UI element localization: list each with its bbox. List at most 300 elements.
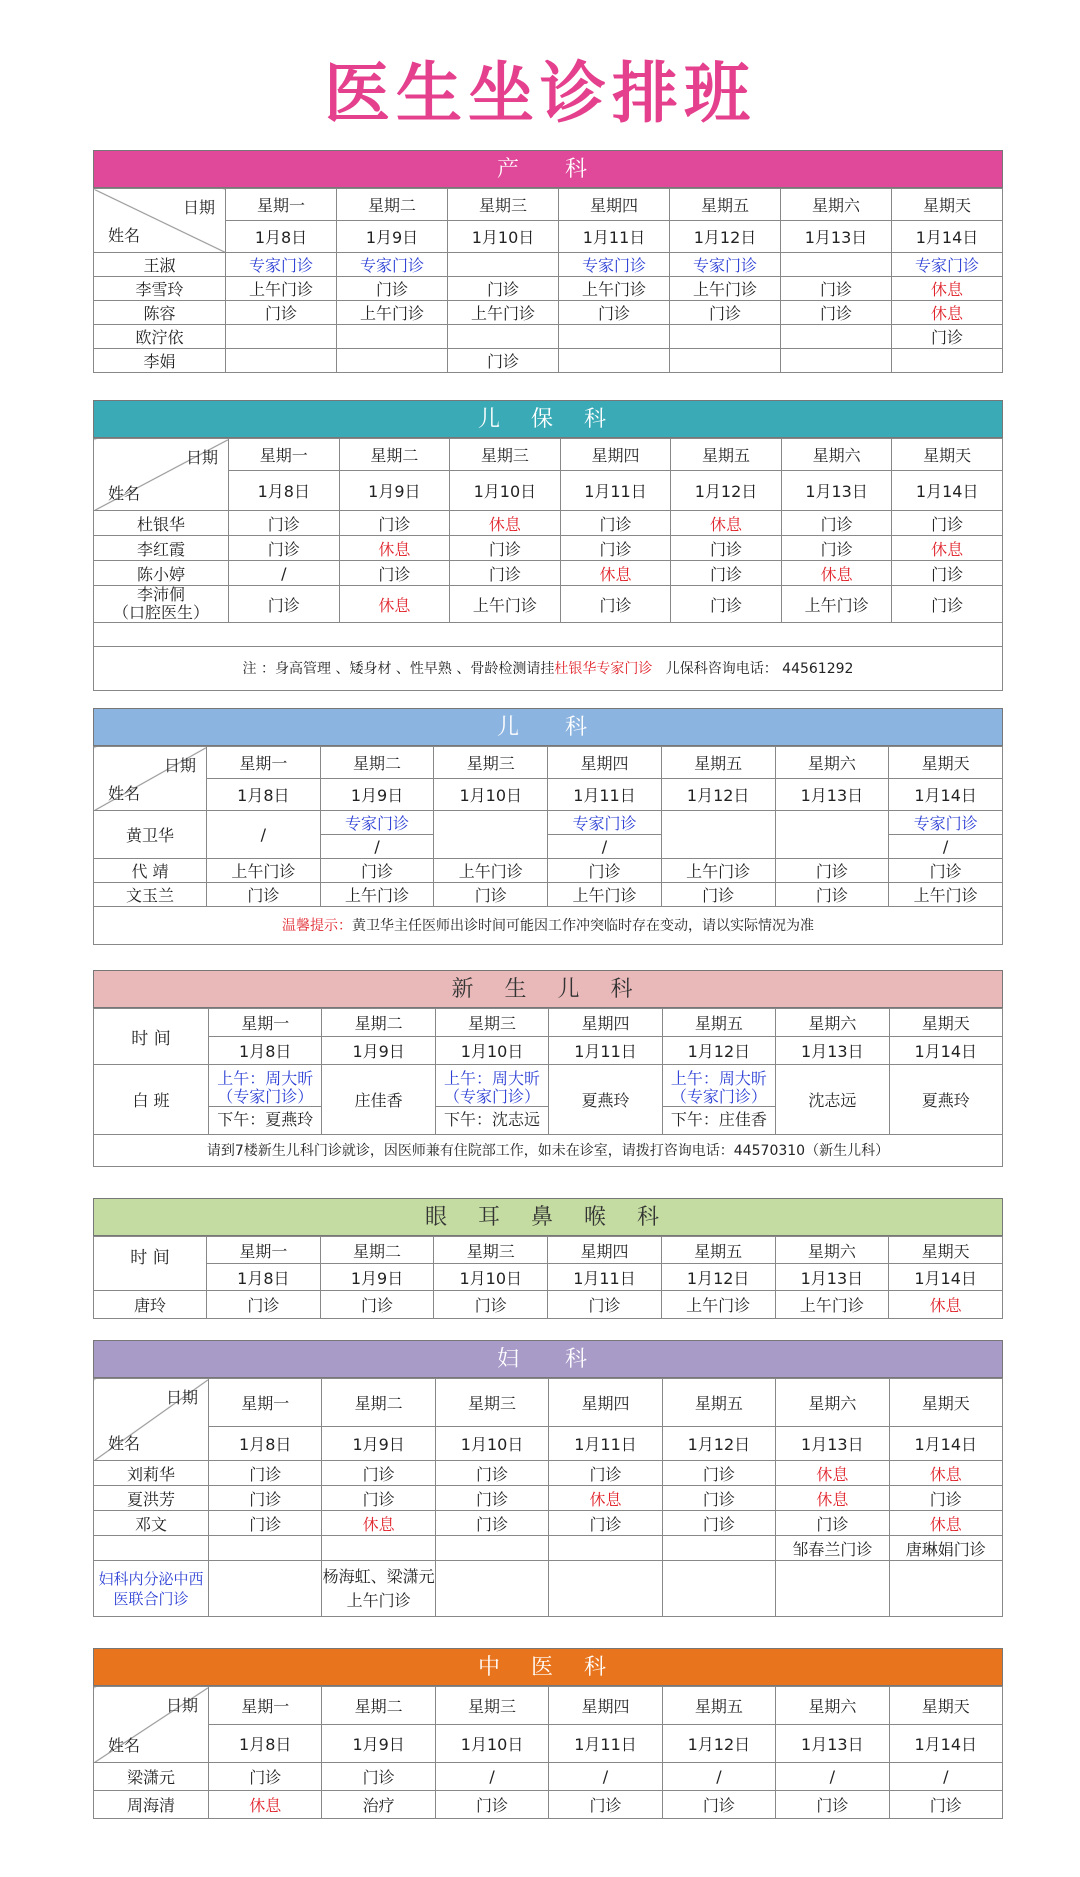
schedule-cell: 上午门诊: [448, 301, 559, 325]
table-row: [94, 301, 1003, 325]
schedule-cell: 上午门诊: [207, 859, 321, 883]
schedule-cell: /: [207, 811, 321, 859]
day-header: 星期天: [889, 747, 1003, 779]
date-header: 1月9日: [322, 1725, 435, 1763]
day-header: 星期四: [549, 1009, 662, 1037]
table-row: [94, 1486, 1003, 1511]
table-row: [94, 1763, 1003, 1791]
schedule-cell: 门诊: [889, 1486, 1002, 1511]
day-header: 星期一: [226, 189, 337, 221]
schedule-cell: [209, 1561, 322, 1617]
date-header: 1月8日: [226, 221, 337, 253]
date-header: 1月10日: [434, 1264, 548, 1291]
schedule-cell: [435, 1536, 548, 1561]
schedule-cell: 门诊: [548, 1291, 662, 1319]
date-header: 1月8日: [207, 1264, 321, 1291]
schedule-cell: 上午门诊: [320, 883, 434, 907]
doctor-name: 李雪玲: [94, 277, 226, 301]
schedule-cell: 门诊: [549, 1511, 662, 1536]
doctor-name: 刘莉华: [94, 1461, 209, 1486]
schedule-table-yanerbi: [93, 1236, 1003, 1319]
schedule-cell: 门诊: [892, 511, 1003, 536]
date-header: 1月13日: [776, 1725, 889, 1763]
schedule-cell: [661, 811, 775, 859]
doctor-name: 欧泞依: [94, 325, 226, 349]
schedule-cell: 休息: [781, 561, 892, 586]
schedule-table-xinsheng: [93, 1008, 1003, 1135]
schedule-cell: 专家门诊: [320, 811, 434, 835]
date-header: 1月10日: [435, 1427, 548, 1461]
schedule-cell: 门诊: [229, 536, 340, 561]
schedule-cell: 门诊: [322, 1763, 435, 1791]
schedule-cell: 休息: [339, 586, 450, 623]
page-title: 医生坐诊排班: [324, 55, 756, 132]
schedule-cell: 休息: [339, 536, 450, 561]
schedule-cell: 门诊: [671, 561, 782, 586]
day-header: 星期五: [661, 1237, 775, 1264]
day-header: 星期六: [781, 189, 892, 221]
pm-doctor: 下午：沈志远: [436, 1106, 548, 1130]
schedule-cell: 门诊: [320, 1291, 434, 1319]
schedule-cell: 门诊: [229, 586, 340, 623]
day-header: 星期二: [322, 1009, 435, 1037]
date-header: 1月14日: [889, 1037, 1002, 1065]
date-header: 1月8日: [207, 779, 321, 811]
schedule-cell: [322, 1536, 435, 1561]
day-header: 星期天: [889, 1379, 1002, 1427]
doctor-name: 周海清: [94, 1791, 209, 1819]
table-row: [94, 1461, 1003, 1486]
section-title-yanerbi: 眼 耳 鼻 喉 科: [93, 1198, 1003, 1236]
erke-note: 温馨提示：黄卫华主任医师出诊时间可能因工作冲突临时存在变动，请以实际情况为准: [93, 907, 1003, 945]
pm-doctor: 下午：庄佳香: [663, 1106, 775, 1130]
schedule-table-fuke: [93, 1378, 1003, 1617]
schedule-cell: 门诊: [560, 536, 671, 561]
schedule-cell: 门诊: [662, 1511, 775, 1536]
schedule-cell: [448, 325, 559, 349]
am-expert: 上午：周大昕: [670, 1068, 767, 1088]
schedule-cell: 休息: [671, 511, 782, 536]
schedule-cell: 门诊: [781, 536, 892, 561]
day-header: 星期一: [209, 1379, 322, 1427]
day-header: 星期三: [448, 189, 559, 221]
section-title-xinsheng: 新 生 儿 科: [93, 970, 1003, 1008]
table-row: [94, 277, 1003, 301]
schedule-cell: 门诊: [560, 511, 671, 536]
date-header: 1月12日: [661, 1264, 775, 1291]
date-header: 1月14日: [889, 779, 1003, 811]
schedule-cell: 门诊: [322, 1486, 435, 1511]
schedule-cell: 专家门诊: [889, 811, 1003, 835]
schedule-cell: [435, 1561, 548, 1617]
schedule-cell: 夏燕玲: [549, 1065, 662, 1135]
doctor-name: 李红霞: [94, 536, 229, 561]
date-header: 1月8日: [209, 1725, 322, 1763]
schedule-cell: 门诊: [662, 1791, 775, 1819]
schedule-cell: [670, 349, 781, 373]
schedule-cell: 门诊: [781, 277, 892, 301]
section-title-erke: 儿 科: [93, 708, 1003, 746]
schedule-cell: 上午门诊: [226, 277, 337, 301]
schedule-cell: 上午门诊: [661, 859, 775, 883]
schedule-cell: /: [548, 835, 662, 859]
doctor-name: [94, 586, 229, 623]
schedule-cell: 门诊: [671, 586, 782, 623]
day-header: 星期三: [435, 1379, 548, 1427]
day-header: 星期二: [322, 1379, 435, 1427]
schedule-cell: 专家门诊: [337, 253, 448, 277]
day-header: 星期四: [548, 1237, 662, 1264]
schedule-cell: 庄佳香: [322, 1065, 435, 1135]
section-xinsheng: [93, 970, 1003, 1167]
date-header: 1月13日: [775, 779, 889, 811]
day-header: 星期二: [337, 189, 448, 221]
pm-doctor: 下午：夏燕玲: [209, 1106, 321, 1130]
schedule-cell: [337, 325, 448, 349]
am-expert: 上午：周大昕: [217, 1068, 314, 1088]
doctor-name: 唐玲: [94, 1291, 207, 1319]
schedule-cell: 唐琳娟门诊: [889, 1536, 1002, 1561]
schedule-cell: 门诊: [781, 511, 892, 536]
day-header: 星期六: [776, 1687, 889, 1725]
day-header: 星期天: [889, 1687, 1002, 1725]
day-header: 星期五: [662, 1379, 775, 1427]
table-row: [94, 883, 1003, 907]
day-header: 星期六: [775, 747, 889, 779]
section-yanerbi: [93, 1198, 1003, 1319]
schedule-cell: [209, 1065, 322, 1135]
schedule-cell: [549, 1536, 662, 1561]
schedule-cell: 夏燕玲: [889, 1065, 1002, 1135]
header-corner: 日期 姓名: [94, 1687, 209, 1763]
schedule-cell: [559, 349, 670, 373]
table-row: [94, 561, 1003, 586]
schedule-cell: 门诊: [559, 301, 670, 325]
schedule-cell: 门诊: [434, 883, 548, 907]
table-row: [94, 1791, 1003, 1819]
table-row: [94, 1511, 1003, 1536]
date-header: 1月14日: [889, 1725, 1002, 1763]
date-header: 1月8日: [209, 1037, 322, 1065]
am-expert: 上午：周大昕: [444, 1068, 541, 1088]
schedule-cell: [781, 349, 892, 373]
schedule-cell: 休息: [560, 561, 671, 586]
header-corner: 日期 姓名: [94, 747, 207, 811]
date-header: 1月11日: [549, 1427, 662, 1461]
erbao-spacer: [93, 623, 1003, 647]
schedule-table-erbao: [93, 438, 1003, 623]
schedule-cell: 门诊: [434, 1291, 548, 1319]
schedule-cell: 门诊: [775, 883, 889, 907]
schedule-cell: 门诊: [450, 536, 561, 561]
schedule-cell: 门诊: [549, 1791, 662, 1819]
section-erke: [93, 708, 1003, 945]
schedule-cell: 门诊: [209, 1511, 322, 1536]
schedule-cell: 专家门诊: [670, 253, 781, 277]
day-header: 星期三: [435, 1009, 548, 1037]
shift-label: 白 班: [94, 1065, 209, 1135]
date-header: 1月10日: [450, 471, 561, 511]
day-header: 星期三: [450, 439, 561, 471]
joint-clinic-cell: [322, 1561, 435, 1617]
day-header: 星期六: [776, 1009, 889, 1037]
schedule-cell: 上午门诊: [548, 883, 662, 907]
schedule-cell: [670, 325, 781, 349]
doctor-name: 王淑: [94, 253, 226, 277]
schedule-cell: 上午门诊: [434, 859, 548, 883]
schedule-cell: [776, 1561, 889, 1617]
section-chanke: [93, 150, 1003, 373]
day-header: 星期五: [671, 439, 782, 471]
doctor-name: 夏洪芳: [94, 1486, 209, 1511]
section-title-erbao: 儿 保 科: [93, 400, 1003, 438]
schedule-cell: [662, 1536, 775, 1561]
schedule-cell: 门诊: [207, 1291, 321, 1319]
table-row: [94, 325, 1003, 349]
schedule-cell: /: [889, 835, 1003, 859]
day-header: 星期三: [435, 1687, 548, 1725]
schedule-cell: /: [889, 1763, 1002, 1791]
doctor-name: 杜银华: [94, 511, 229, 536]
date-header: 1月10日: [435, 1725, 548, 1763]
schedule-cell: 门诊: [889, 1791, 1002, 1819]
schedule-cell: 门诊: [226, 301, 337, 325]
schedule-cell: [448, 253, 559, 277]
schedule-cell: 门诊: [322, 1461, 435, 1486]
date-header: 1月11日: [548, 1264, 662, 1291]
date-header: 1月14日: [892, 471, 1003, 511]
table-row: [94, 511, 1003, 536]
schedule-cell: 休息: [892, 301, 1003, 325]
schedule-cell: 休息: [889, 1511, 1002, 1536]
schedule-cell: 上午门诊: [450, 586, 561, 623]
doctor-role: （口腔医生）: [112, 603, 209, 622]
doctor-name-line: 李沛侗: [136, 585, 185, 604]
day-header: 星期四: [560, 439, 671, 471]
date-header: 1月9日: [322, 1427, 435, 1461]
xinsheng-note: 请到7楼新生儿科门诊就诊，因医师兼有住院部工作，如未在诊室，请拨打咨询电话：44570310（新生儿科）: [93, 1135, 1003, 1167]
day-header: 星期五: [662, 1687, 775, 1725]
date-header: 1月14日: [889, 1427, 1002, 1461]
section-erbao: [93, 400, 1003, 691]
joint-doctors: 杨海虹、梁潇元: [322, 1566, 435, 1586]
schedule-cell: 上午门诊: [661, 1291, 775, 1319]
doctor-name: 梁潇元: [94, 1763, 209, 1791]
day-header: 星期天: [889, 1237, 1003, 1264]
date-header: 1月9日: [322, 1037, 435, 1065]
schedule-cell: [435, 1065, 548, 1135]
day-header: 星期二: [322, 1687, 435, 1725]
date-header: 1月11日: [559, 221, 670, 253]
day-header: 星期四: [559, 189, 670, 221]
schedule-table-erke: [93, 746, 1003, 907]
day-header: 星期五: [670, 189, 781, 221]
schedule-cell: 休息: [892, 536, 1003, 561]
schedule-cell: 专家门诊: [892, 253, 1003, 277]
date-header: 1月9日: [339, 471, 450, 511]
date-header: 1月12日: [662, 1725, 775, 1763]
schedule-cell: /: [229, 561, 340, 586]
day-header: 星期一: [209, 1009, 322, 1037]
day-header: 星期六: [776, 1379, 889, 1427]
schedule-cell: 门诊: [776, 1511, 889, 1536]
schedule-cell: 门诊: [549, 1461, 662, 1486]
date-header: 1月13日: [776, 1427, 889, 1461]
schedule-cell: 专家门诊: [559, 253, 670, 277]
date-header: 1月9日: [320, 779, 434, 811]
schedule-cell: 门诊: [209, 1763, 322, 1791]
schedule-cell: 专家门诊: [548, 811, 662, 835]
schedule-cell: 治疗: [322, 1791, 435, 1819]
schedule-cell: 门诊: [435, 1486, 548, 1511]
day-header: 星期天: [892, 189, 1003, 221]
header-corner: 日期 姓名: [94, 439, 229, 511]
day-header: 星期五: [662, 1009, 775, 1037]
header-corner: 日期 姓名: [94, 189, 226, 253]
schedule-cell: [226, 325, 337, 349]
date-header: 1月11日: [549, 1725, 662, 1763]
table-row: [94, 253, 1003, 277]
day-header: 星期三: [434, 747, 548, 779]
schedule-cell: 门诊: [548, 859, 662, 883]
day-header: 星期三: [434, 1237, 548, 1264]
schedule-cell: /: [435, 1763, 548, 1791]
date-header: 1月14日: [889, 1264, 1003, 1291]
date-header: 1月13日: [775, 1264, 889, 1291]
schedule-cell: 门诊: [435, 1461, 548, 1486]
table-row: [94, 859, 1003, 883]
expert-tag: （专家门诊）: [670, 1086, 767, 1106]
schedule-cell: 休息: [892, 277, 1003, 301]
schedule-cell: 上午门诊: [781, 586, 892, 623]
schedule-cell: [781, 253, 892, 277]
schedule-cell: 门诊: [337, 277, 448, 301]
schedule-cell: [559, 325, 670, 349]
date-header: 1月14日: [892, 221, 1003, 253]
schedule-cell: 休息: [776, 1461, 889, 1486]
date-header: 1月11日: [560, 471, 671, 511]
schedule-cell: 门诊: [889, 859, 1003, 883]
schedule-cell: [662, 1561, 775, 1617]
schedule-cell: [209, 1536, 322, 1561]
header-time: 时 间: [94, 1237, 207, 1291]
day-header: 星期天: [892, 439, 1003, 471]
schedule-cell: [781, 325, 892, 349]
schedule-cell: 门诊: [209, 1461, 322, 1486]
date-header: 1月10日: [448, 221, 559, 253]
schedule-cell: 沈志远: [776, 1065, 889, 1135]
doctor-name: 李娟: [94, 349, 226, 373]
schedule-cell: 休息: [776, 1486, 889, 1511]
section-title-zhongyi: 中 医 科: [93, 1648, 1003, 1686]
day-header: 星期四: [549, 1379, 662, 1427]
schedule-cell: 门诊: [450, 561, 561, 586]
day-header: 星期一: [229, 439, 340, 471]
day-header: 星期四: [548, 747, 662, 779]
date-header: 1月12日: [670, 221, 781, 253]
doctor-name: 代 靖: [94, 859, 207, 883]
schedule-cell: 休息: [889, 1291, 1003, 1319]
day-header: 星期二: [320, 747, 434, 779]
joint-clinic-label: 妇科内分泌中西医联合门诊: [94, 1561, 209, 1617]
date-header: 1月12日: [671, 471, 782, 511]
schedule-cell: 上午门诊: [889, 883, 1003, 907]
schedule-cell: [775, 811, 889, 859]
section-title-chanke: 产 科: [93, 150, 1003, 188]
schedule-cell: 门诊: [662, 1486, 775, 1511]
table-row: [94, 586, 1003, 623]
day-header: 星期二: [320, 1237, 434, 1264]
schedule-cell: [549, 1561, 662, 1617]
day-header: 星期五: [661, 747, 775, 779]
schedule-cell: 门诊: [229, 511, 340, 536]
day-header: 星期天: [889, 1009, 1002, 1037]
schedule-cell: 门诊: [339, 511, 450, 536]
schedule-cell: 门诊: [671, 536, 782, 561]
expert-tag: （专家门诊）: [444, 1086, 541, 1106]
schedule-cell: [226, 349, 337, 373]
schedule-cell: 门诊: [775, 859, 889, 883]
schedule-cell: 门诊: [435, 1511, 548, 1536]
schedule-cell: 门诊: [339, 561, 450, 586]
date-header: 1月12日: [662, 1037, 775, 1065]
schedule-cell: 上午门诊: [775, 1291, 889, 1319]
schedule-cell: /: [776, 1763, 889, 1791]
date-header: 1月11日: [548, 779, 662, 811]
date-header: 1月13日: [776, 1037, 889, 1065]
schedule-cell: 休息: [889, 1461, 1002, 1486]
date-header: 1月10日: [434, 779, 548, 811]
table-row: [94, 1291, 1003, 1319]
day-header: 星期四: [549, 1687, 662, 1725]
schedule-cell: 上午门诊: [670, 277, 781, 301]
schedule-cell: 门诊: [892, 561, 1003, 586]
section-title-fuke: 妇 科: [93, 1340, 1003, 1378]
section-zhongyi: [93, 1648, 1003, 1819]
date-header: 1月8日: [209, 1427, 322, 1461]
schedule-cell: 邹春兰门诊: [776, 1536, 889, 1561]
day-header: 星期六: [781, 439, 892, 471]
day-header: 星期一: [207, 747, 321, 779]
table-row: [94, 1536, 1003, 1561]
schedule-cell: 门诊: [892, 325, 1003, 349]
schedule-cell: /: [549, 1763, 662, 1791]
expert-tag: （专家门诊）: [217, 1086, 314, 1106]
schedule-cell: 门诊: [670, 301, 781, 325]
joint-time: 上午门诊: [346, 1590, 411, 1610]
section-fuke: [93, 1340, 1003, 1617]
schedule-cell: 门诊: [560, 586, 671, 623]
schedule-cell: [337, 349, 448, 373]
header-corner: 日期 姓名: [94, 1379, 209, 1461]
schedule-cell: 上午门诊: [337, 301, 448, 325]
date-header: 1月13日: [781, 221, 892, 253]
date-header: 1月9日: [337, 221, 448, 253]
date-header: 1月10日: [435, 1037, 548, 1065]
schedule-cell: 门诊: [892, 586, 1003, 623]
schedule-cell: [662, 1065, 775, 1135]
day-header: 星期六: [775, 1237, 889, 1264]
schedule-cell: 休息: [450, 511, 561, 536]
doctor-name: 文玉兰: [94, 883, 207, 907]
date-header: 1月12日: [662, 1427, 775, 1461]
schedule-cell: 上午门诊: [559, 277, 670, 301]
schedule-cell: [889, 1561, 1002, 1617]
schedule-cell: 门诊: [448, 277, 559, 301]
date-header: 1月11日: [549, 1037, 662, 1065]
schedule-cell: [434, 811, 548, 859]
schedule-cell: /: [662, 1763, 775, 1791]
